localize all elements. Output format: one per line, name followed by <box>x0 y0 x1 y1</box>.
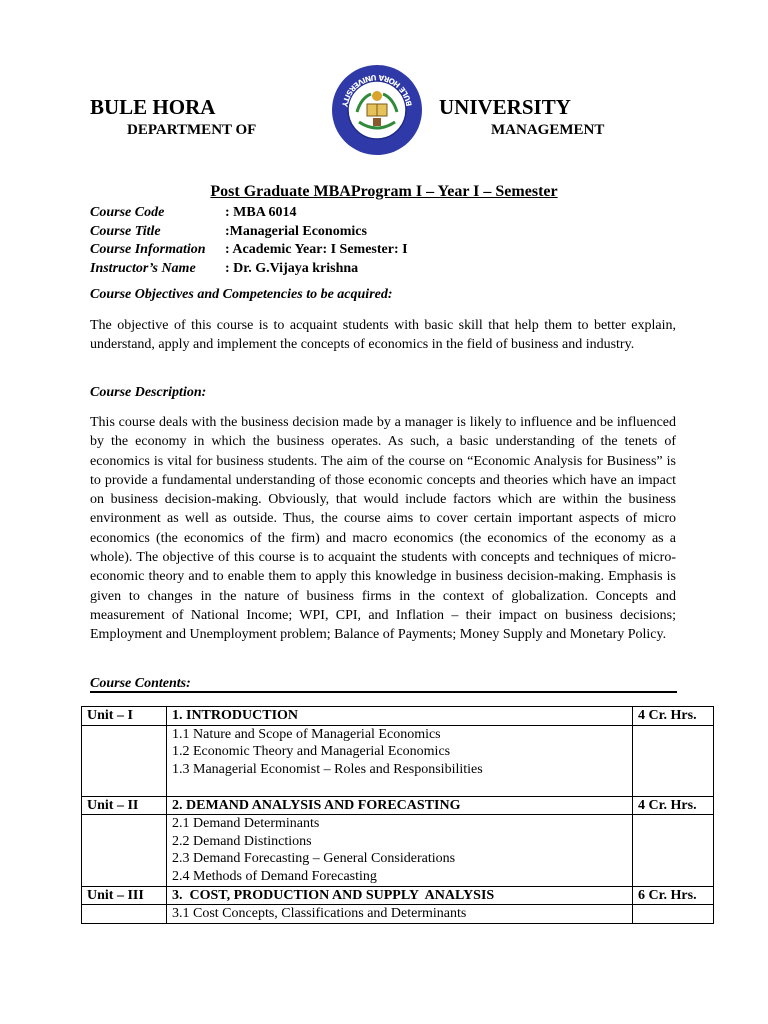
info-label: Course Information <box>90 242 206 257</box>
empty-cell <box>633 905 714 924</box>
instructor-row <box>90 260 408 279</box>
unit-hours: 6 Cr. Hrs. <box>633 886 714 905</box>
topic-item: 1.1 Nature and Scope of Managerial Economics <box>172 726 441 742</box>
unit-title: 3. COST, PRODUCTION AND SUPPLY ANALYSIS <box>167 886 633 905</box>
info-label: Course Title <box>90 223 161 239</box>
program-title: Post Graduate MBAProgram I – Year I – Semester <box>210 183 558 200</box>
topic-list <box>167 815 633 886</box>
table-row <box>82 905 714 924</box>
unit-label: Unit – II <box>82 796 167 815</box>
table-row <box>82 707 714 726</box>
description-text: This course deals with the business decision made by a manager is likely to influence and be influenced by the economy in which the business operates. As such, a basic understanding of the tenets of economics is vital for business students. The aim of the course on “Economic Analysis for Business” is to provide a fundamental understanding of those economic concepts and theories which have an impact on business decision-making. Obviously, that would include factors which are within the business environment as well as outside. Thus, the course aims to cover certain important aspects of micro economics (the economics of the firm) and macro economics (the economics of the economy as a whole). The objective of this course is to acquaint the students with concepts and techniques of micro-economic theory and to enable them to apply this knowledge in business decision-making. Emphasis is given to changes in the nature of business firms in the context of globalization. Concepts and measurement of National Income; WPI, CPI, and Inflation – their impact on business decisions; Employment and Unemployment problem; Balance of Payments; Money Supply and Monetary Policy. <box>90 415 676 643</box>
objectives-heading: Course Objectives and Competencies to be acquired: <box>90 287 393 302</box>
topic-item: 2.1 Demand Determinants <box>172 816 320 832</box>
course-info <box>90 204 408 278</box>
topic-item: 1.3 Managerial Economist – Roles and Responsibilities <box>172 761 483 777</box>
course-title-row <box>90 223 408 242</box>
info-value: :Managerial Economics <box>225 223 367 239</box>
university-logo <box>331 64 423 156</box>
info-value: : MBA 6014 <box>225 205 297 220</box>
info-value: : Academic Year: I Semester: I <box>225 242 408 257</box>
info-label: Course Code <box>90 205 165 220</box>
unit-hours: 4 Cr. Hrs. <box>633 796 714 815</box>
info-value: : Dr. G.Vijaya krishna <box>225 260 359 276</box>
empty-cell <box>82 725 167 796</box>
info-label: Instructor’s Name <box>90 260 196 276</box>
table-row <box>82 815 714 886</box>
department-label-right: MANAGEMENT <box>491 122 605 138</box>
table-row <box>82 796 714 815</box>
table-row <box>82 725 714 796</box>
course-contents-table <box>81 706 714 924</box>
topic-list <box>167 725 633 796</box>
topic-item: 2.3 Demand Forecasting – General Considerations <box>172 851 456 867</box>
empty-cell <box>82 815 167 886</box>
description-heading: Course Description: <box>90 385 207 400</box>
empty-cell <box>82 905 167 924</box>
topic-item: 2.2 Demand Distinctions <box>172 833 312 849</box>
unit-label: Unit – III <box>82 886 167 905</box>
topic-item: 2.4 Methods of Demand Forecasting <box>172 868 377 884</box>
university-name-right: UNIVERSITY <box>439 95 571 119</box>
topic-list <box>167 905 633 924</box>
objectives-text: The objective of this course is to acquaint students with basic skill that help them to better explain, understand, apply and implement the concepts of economics in the field of business and industry. <box>90 318 676 353</box>
unit-hours: 4 Cr. Hrs. <box>633 707 714 726</box>
department-label-left: DEPARTMENT OF <box>127 122 257 138</box>
contents-heading: Course Contents: <box>90 676 191 691</box>
course-information-row <box>90 241 408 260</box>
unit-title: 1. INTRODUCTION <box>167 707 633 726</box>
contents-rule <box>90 691 677 693</box>
table-row <box>82 886 714 905</box>
logo-ring-text: BULE HORA UNIVERSITY <box>340 72 414 108</box>
empty-cell <box>633 725 714 796</box>
course-code-row <box>90 204 408 223</box>
university-name-left: BULE HORA <box>90 95 216 119</box>
topic-item: 3.1 Cost Concepts, Classifications and Determinants <box>172 906 467 922</box>
empty-cell <box>633 815 714 886</box>
topic-item: 1.2 Economic Theory and Managerial Economics <box>172 744 451 760</box>
unit-title: 2. DEMAND ANALYSIS AND FORECASTING <box>167 796 633 815</box>
unit-label: Unit – I <box>82 707 167 726</box>
